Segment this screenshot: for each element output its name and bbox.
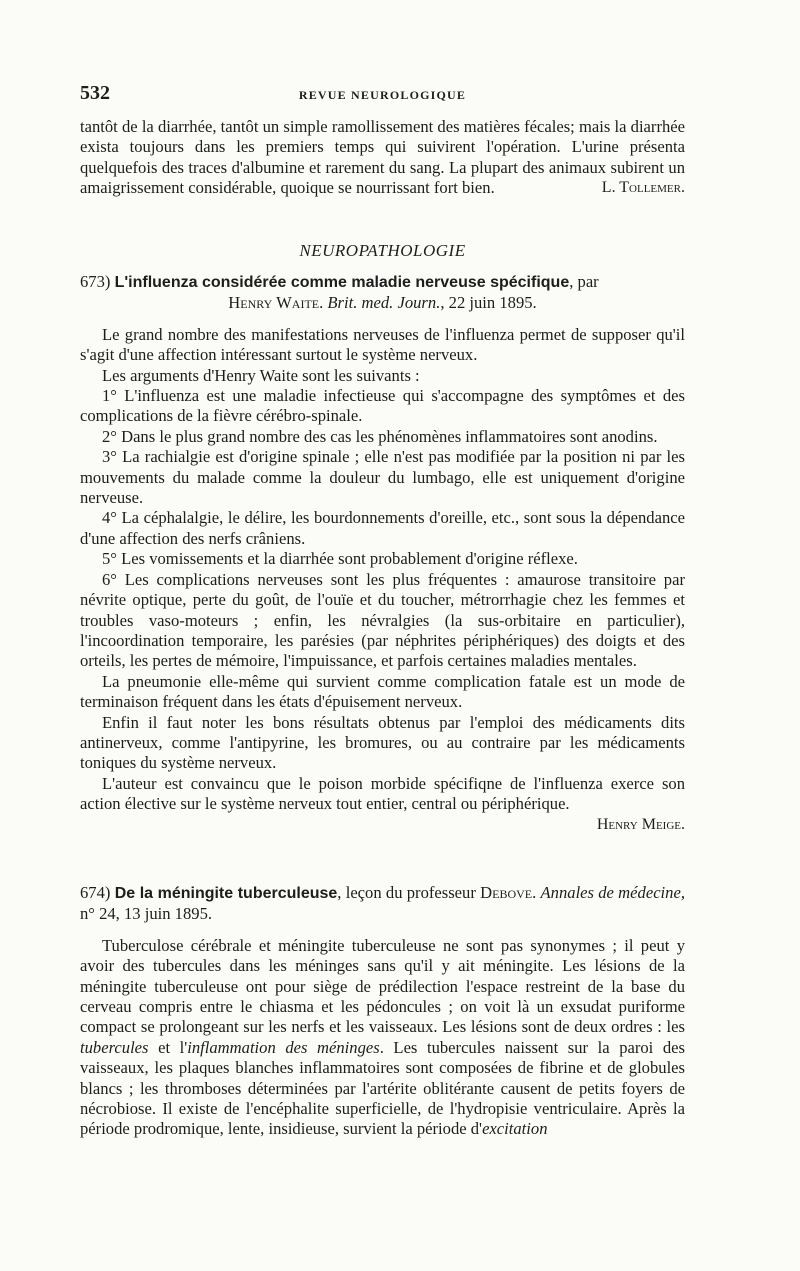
page-number: 532 <box>80 82 110 104</box>
page-header <box>80 82 685 106</box>
article-673-title: 673) L'influenza considérée comme maladie nerveuse spécifique, par <box>80 272 599 291</box>
paragraph: 6° Les complications nerveuses sont les plus fréquentes : amaurose transitoire par névrite optique, perte du goût, de l'ouïe et du toucher, métrorrhagie chez les femmes et troubles vaso-moteurs ; enfin, les névralgies (la sus-orbitaire en particulier), l'incoordination temporaire, les parésies (par néphrites périphériques) des doigts et des orteils, les pertes de mémoire, l'impuissance, et parfois certaines maladies mentales. <box>80 569 685 671</box>
article-674-body <box>80 936 685 1140</box>
article-674 <box>80 883 685 1140</box>
paragraph: La pneumonie elle-même qui survient comme complication fatale est un mode de terminaison fréquent dans les états d'épuisement nerveux. <box>80 671 685 712</box>
article-674-title: 674) De la méningite tuberculeuse, leçon du professeur Debove. Annales de médecine, n° 24, 13 juin 1895. <box>80 883 685 924</box>
article-673-source: Henry Waite. Brit. med. Journ., 22 juin 1895. <box>228 293 537 313</box>
paragraph: 4° La céphalalgie, le délire, les bourdonnements d'oreille, etc., sont sous la dépendance d'une affection des nerfs crâniens. <box>80 508 685 548</box>
paragraph: Les arguments d'Henry Waite sont les suivants : <box>102 365 420 385</box>
section-title: NEUROPATHOLOGIE <box>299 241 466 260</box>
article-673-signature: Henry Meige. <box>596 815 685 833</box>
paragraph: 1° L'influenza est une maladie infectieuse qui s'accompagne des symptômes et des complications de la fièvre cérébro-spinale. <box>80 386 685 426</box>
article-673-body <box>80 325 685 835</box>
paragraph: Enfin il faut noter les bons résultats obtenus par l'emploi des médicaments dits antinerveux, comme l'antipyrine, les bromures, ou au contraire par les médicaments toniques du système nerveux. <box>80 712 685 773</box>
paragraph: Le grand nombre des manifestations nerveuses de l'influenza permet de supposer qu'il s'agit d'une affection intéressant surtout le système nerveux. <box>80 324 685 365</box>
intro-paragraph: tantôt de la diarrhée, tantôt un simple ramollissement des matières fécales; mais la diarrhée exista toujours dans les premiers temps qui suivirent l'opération. L'urine présenta quelquefois des traces d'albumine et rarement du sang. La plupart des animaux subirent un amaigrissement considérable, quoique se nourrissant fort bien. <box>80 117 685 198</box>
paragraph: 2° Dans le plus grand nombre des cas les phénomènes inflammatoires sont anodins. <box>102 426 658 446</box>
paragraph: 5° Les vomissements et la diarrhée sont probablement d'origine réflexe. <box>102 549 578 569</box>
running-title: REVUE NEUROLOGIQUE <box>298 88 467 102</box>
article-673 <box>80 272 685 835</box>
intro-signature: L. Tollemer. <box>601 179 685 197</box>
paragraph: 3° La rachialgie est d'origine spinale ; elle n'est pas modifiée par la position ni par les mouvements du malade comme la douleur du lumbago, elle est uniquement d'origine nerveuse. <box>80 447 685 508</box>
paragraph: L'auteur est convaincu que le poison morbide spécifiqne de l'influenza exerce son action élective sur le système nerveux tout entier, central ou périphérique. <box>80 773 685 814</box>
intro-block <box>80 117 685 199</box>
paragraph: Tuberculose cérébrale et méningite tuberculeuse ne sont pas synonymes ; il peut y avoir des tubercules dans les méninges sans qu'il y ait méningite. Les lésions de la méningite tuberculeuse ont pour siège de prédilection l'espace restreint de la base du cerveau compris entre le chiasma et les pédoncules ; on voit là un exsudat puriforme compact se prolongeant sur les nerfs et les vaisseaux. Les lésions sont de deux ordres : les tubercules et l'inflammation des méninges. Les tubercules naissent sur la paroi des vaisseaux, les plaques blanches inflammatoires sont composées de fibrine et de globules blancs ; les thromboses déterminées par l'artérite oblitérante causent de petits foyers de nécrobiose. Il existe de l'encéphalite superficielle, de l'hydropisie ventriculaire. Après la période prodromique, lente, insidieuse, survient la période d'excitation <box>80 935 685 1139</box>
